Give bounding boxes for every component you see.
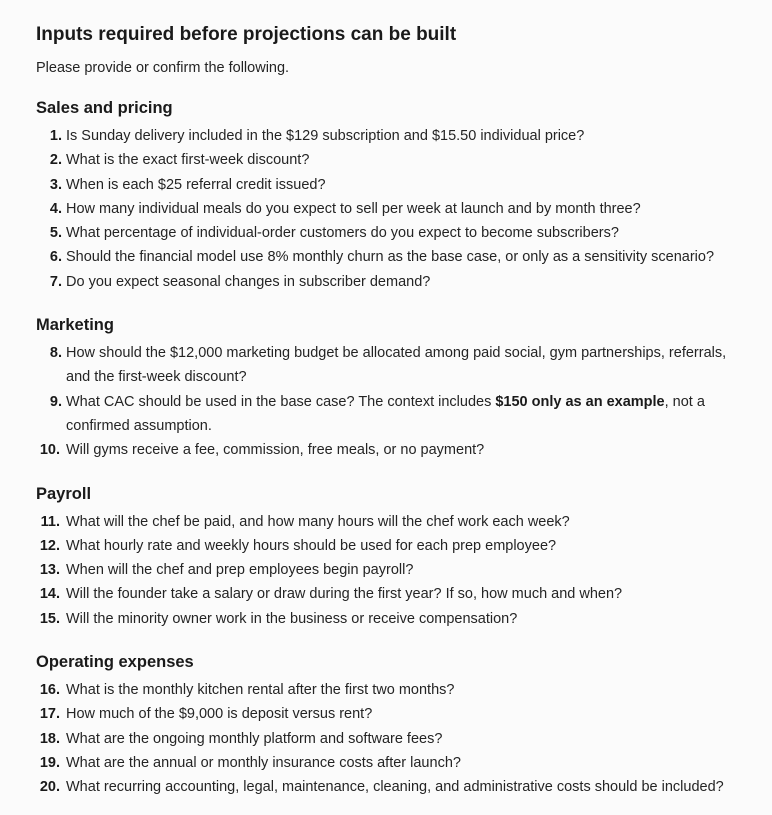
item-number: 17. [39, 706, 60, 723]
item-number: 8. [49, 345, 62, 362]
item-text-after: , not a confirmed assumption. [66, 393, 705, 434]
item-text: How many individual meals do you expect to sell per week at launch and by month three? [66, 200, 641, 217]
question-list [36, 678, 748, 799]
list-item [36, 751, 748, 775]
item-text: Do you expect seasonal changes in subscriber demand? [66, 273, 431, 290]
list-item [36, 124, 748, 148]
intro-text: Please provide or confirm the following. [36, 60, 290, 76]
question-list [36, 510, 748, 631]
item-number: 5. [49, 225, 62, 242]
item-number: 2. [49, 152, 62, 169]
item-number: 3. [49, 176, 62, 193]
item-number: 20. [39, 779, 60, 796]
item-text-bold: $150 only as an example [495, 393, 665, 410]
list-item [36, 702, 748, 726]
list-item [36, 148, 748, 172]
item-text: Will the minority owner work in the business or receive compensation? [66, 610, 518, 627]
item-text: What are the annual or monthly insurance costs after launch? [66, 754, 461, 771]
item-number: 6. [49, 249, 62, 266]
item-number: 18. [39, 730, 60, 747]
item-text: When is each $25 referral credit issued? [66, 176, 326, 193]
list-item [36, 510, 748, 534]
section-heading: Payroll [36, 484, 92, 503]
item-text: Is Sunday delivery included in the $129 subscription and $15.50 individual price? [66, 128, 585, 144]
item-text: What is the exact first-week discount? [66, 152, 310, 169]
item-text: How much of the $9,000 is deposit versus rent? [66, 706, 373, 723]
item-text-before: What CAC should be used in the base case? The context includes [66, 393, 496, 410]
item-number: 13. [39, 562, 60, 579]
question-list [36, 341, 748, 462]
item-text: What percentage of individual-order customers do you expect to become subscribers? [66, 225, 619, 242]
section-operating-expenses [36, 651, 748, 799]
item-number: 10. [39, 442, 60, 459]
item-text: Will gyms receive a fee, commission, free meals, or no payment? [66, 442, 485, 459]
item-text: What will the chef be paid, and how many hours will the chef work each week? [66, 513, 570, 530]
section-sales-and-pricing [36, 97, 748, 294]
list-item [36, 390, 748, 439]
section-payroll [36, 483, 748, 631]
question-list [36, 124, 748, 294]
item-number: 19. [39, 754, 60, 771]
list-item [36, 341, 748, 390]
list-item [36, 678, 748, 702]
item-text: Will the founder take a salary or draw during the first year? If so, how much and when? [66, 586, 623, 603]
list-item [36, 197, 748, 221]
list-item [36, 558, 748, 582]
item-number: 14. [39, 586, 60, 603]
section-heading: Marketing [36, 316, 114, 335]
item-text: Should the financial model use 8% monthly churn as the base case, or only as a sensitivity scenario? [66, 249, 715, 266]
item-text: What recurring accounting, legal, maintenance, cleaning, and administrative costs should be included? [66, 779, 724, 796]
item-text: What hourly rate and weekly hours should be used for each prep employee? [66, 537, 557, 554]
section-heading: Operating expenses [36, 653, 194, 672]
list-item [36, 221, 748, 245]
list-item [36, 582, 748, 606]
item-number: 1. [49, 128, 62, 144]
list-item [36, 245, 748, 269]
item-number: 4. [49, 200, 62, 217]
page-title: Inputs required before projections can be built [36, 24, 457, 45]
list-item [36, 173, 748, 197]
list-item [36, 270, 748, 294]
item-text: When will the chef and prep employees begin payroll? [66, 562, 414, 579]
item-number: 11. [40, 513, 60, 530]
section-marketing [36, 314, 748, 462]
list-item [36, 607, 748, 631]
item-text: What is the monthly kitchen rental after the first two months? [66, 682, 455, 699]
list-item [36, 438, 748, 462]
list-item [36, 534, 748, 558]
item-number: 12. [39, 537, 60, 554]
item-number: 7. [49, 273, 62, 290]
item-text: How should the $12,000 marketing budget be allocated among paid social, gym partnerships, referrals, and the first-week discount? [66, 345, 727, 386]
list-item [36, 775, 748, 799]
item-number: 9. [49, 393, 62, 410]
item-number: 15. [39, 610, 60, 627]
item-number: 16. [39, 682, 60, 699]
section-heading: Sales and pricing [36, 99, 173, 117]
list-item [36, 727, 748, 751]
item-text: What are the ongoing monthly platform and software fees? [66, 730, 443, 747]
